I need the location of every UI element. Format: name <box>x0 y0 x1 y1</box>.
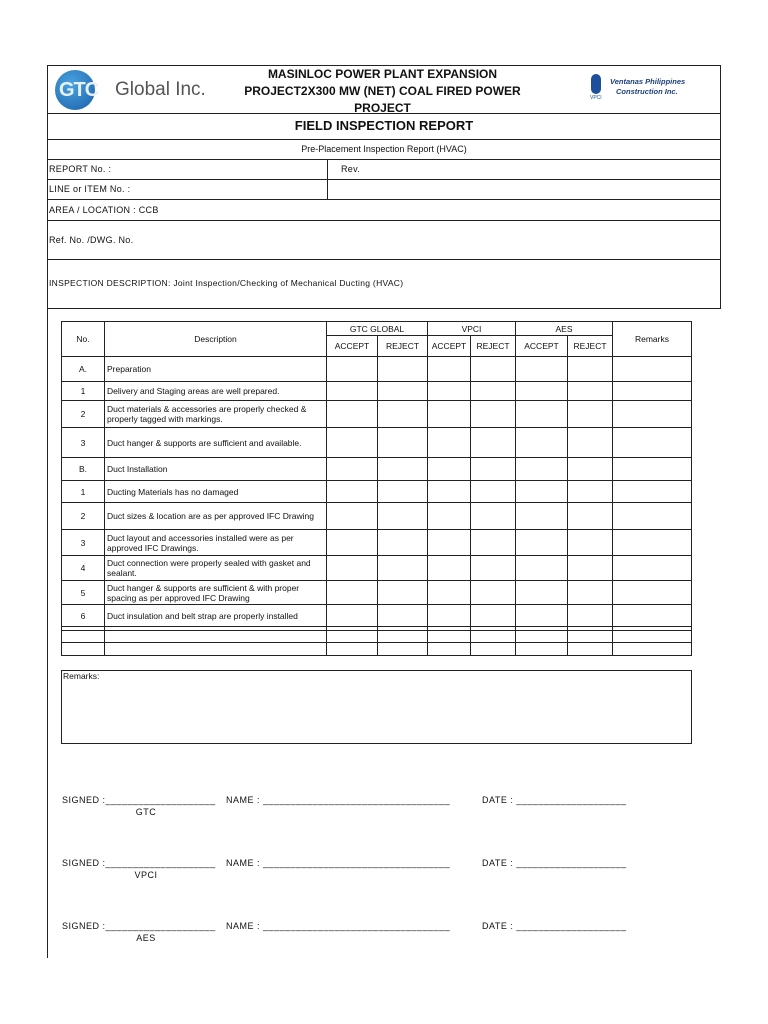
check-cell[interactable] <box>568 458 613 481</box>
table-row <box>62 458 692 481</box>
table-row <box>62 357 692 382</box>
check-cell[interactable] <box>378 428 428 458</box>
signed-field[interactable]: SIGNED :____________________ <box>62 921 216 931</box>
check-cell[interactable] <box>568 503 613 530</box>
check-cell[interactable] <box>568 556 613 581</box>
row-description: Duct connection were properly sealed with gasket and sealant. <box>105 556 327 581</box>
remarks-cell[interactable] <box>613 357 692 382</box>
check-cell[interactable] <box>471 357 516 382</box>
blank-cell[interactable] <box>105 631 327 643</box>
row-description: Delivery and Staging areas are well prepared. <box>105 382 327 401</box>
row-number: 5 <box>62 581 105 605</box>
remarks-cell[interactable] <box>613 481 692 503</box>
check-cell[interactable] <box>428 401 471 428</box>
check-cell[interactable] <box>428 382 471 401</box>
name-field[interactable]: NAME : __________________________________ <box>226 858 451 868</box>
remarks-cell[interactable] <box>613 556 692 581</box>
check-cell[interactable] <box>428 357 471 382</box>
check-cell[interactable] <box>327 401 378 428</box>
remarks-cell[interactable] <box>613 401 692 428</box>
row-description: Ducting Materials has no damaged <box>105 481 327 503</box>
check-cell[interactable] <box>516 556 568 581</box>
row-number: 3 <box>62 530 105 556</box>
vpci-logo-mark: VPCI <box>590 95 602 101</box>
blank-cell[interactable] <box>378 631 428 643</box>
check-cell[interactable] <box>378 503 428 530</box>
row-number: 6 <box>62 605 105 627</box>
check-cell[interactable] <box>471 581 516 605</box>
table-row <box>62 605 692 627</box>
row-number: 2 <box>62 401 105 428</box>
row-number: 3 <box>62 428 105 458</box>
check-cell[interactable] <box>378 357 428 382</box>
header-reject: REJECT <box>471 336 516 357</box>
check-cell[interactable] <box>471 401 516 428</box>
header-description: Description <box>105 322 327 357</box>
header-aes: AES <box>516 322 613 336</box>
blank-row <box>62 643 692 656</box>
row-description: Preparation <box>105 357 327 382</box>
header-accept: ACCEPT <box>327 336 378 357</box>
blank-cell[interactable] <box>516 643 568 656</box>
check-cell[interactable] <box>378 481 428 503</box>
row-description: Duct hanger & supports are sufficient & with proper spacing as per approved IFC Drawing <box>105 581 327 605</box>
remarks-cell[interactable] <box>613 605 692 627</box>
report-no-label: REPORT No. : <box>49 164 112 174</box>
check-cell[interactable] <box>471 382 516 401</box>
blank-cell[interactable] <box>62 643 105 656</box>
left-margin-line <box>47 300 48 958</box>
blank-cell[interactable] <box>105 643 327 656</box>
blank-cell[interactable] <box>568 631 613 643</box>
blank-cell[interactable] <box>516 631 568 643</box>
gtc-logo-text: Global Inc. <box>115 79 206 100</box>
check-cell[interactable] <box>568 382 613 401</box>
remarks-cell[interactable] <box>613 428 692 458</box>
gtc-logo <box>55 70 225 110</box>
check-cell[interactable] <box>428 481 471 503</box>
header-vpci: VPCI <box>428 322 516 336</box>
blank-cell[interactable] <box>568 643 613 656</box>
check-cell[interactable] <box>327 581 378 605</box>
divider <box>47 179 721 180</box>
date-field[interactable]: DATE : ____________________ <box>482 858 627 868</box>
blank-cell[interactable] <box>471 631 516 643</box>
check-cell[interactable] <box>378 458 428 481</box>
blank-cell[interactable] <box>378 643 428 656</box>
check-cell[interactable] <box>568 481 613 503</box>
divider <box>47 259 721 260</box>
check-cell[interactable] <box>568 530 613 556</box>
check-cell[interactable] <box>428 556 471 581</box>
check-cell[interactable] <box>428 530 471 556</box>
row-number: 4 <box>62 556 105 581</box>
check-cell[interactable] <box>568 401 613 428</box>
check-cell[interactable] <box>516 530 568 556</box>
divider <box>47 199 721 200</box>
project-title-line-3: PROJECT <box>354 101 411 115</box>
check-cell[interactable] <box>568 581 613 605</box>
area-location-label: AREA / LOCATION : CCB <box>49 205 159 215</box>
row-number: 1 <box>62 382 105 401</box>
check-cell[interactable] <box>471 458 516 481</box>
divider <box>47 139 721 140</box>
blank-row <box>62 631 692 643</box>
check-cell[interactable] <box>568 605 613 627</box>
check-cell[interactable] <box>568 357 613 382</box>
remarks-cell[interactable] <box>613 458 692 481</box>
blank-cell[interactable] <box>62 631 105 643</box>
check-cell[interactable] <box>568 428 613 458</box>
vpci-logo-text-1: Ventanas Philippines <box>610 77 686 86</box>
table-row <box>62 481 692 503</box>
signatory-org-label: GTC <box>135 807 157 817</box>
check-cell[interactable] <box>516 401 568 428</box>
remarks-cell[interactable] <box>613 503 692 530</box>
check-cell[interactable] <box>378 556 428 581</box>
check-cell[interactable] <box>327 605 378 627</box>
check-cell[interactable] <box>516 458 568 481</box>
row-number: 2 <box>62 503 105 530</box>
report-subtitle: Pre-Placement Inspection Report (HVAC) <box>301 144 467 154</box>
row-number: A. <box>62 357 105 382</box>
check-cell[interactable] <box>471 503 516 530</box>
check-cell[interactable] <box>516 581 568 605</box>
signed-field[interactable]: SIGNED :____________________ <box>62 795 216 805</box>
check-cell[interactable] <box>428 605 471 627</box>
row-description: Duct hanger & supports are sufficient and available. <box>105 428 327 458</box>
check-cell[interactable] <box>471 530 516 556</box>
check-cell[interactable] <box>428 458 471 481</box>
row-description: Duct insulation and belt strap are properly installed <box>105 605 327 627</box>
check-cell[interactable] <box>378 581 428 605</box>
date-field[interactable]: DATE : ____________________ <box>482 795 627 805</box>
inspection-checklist-table <box>61 321 692 656</box>
check-cell[interactable] <box>327 428 378 458</box>
check-cell[interactable] <box>516 382 568 401</box>
check-cell[interactable] <box>516 503 568 530</box>
header-gtc-global: GTC GLOBAL <box>327 322 428 336</box>
check-cell[interactable] <box>471 428 516 458</box>
table-row <box>62 382 692 401</box>
check-cell[interactable] <box>327 481 378 503</box>
report-title: FIELD INSPECTION REPORT <box>294 118 474 133</box>
check-cell[interactable] <box>327 556 378 581</box>
check-cell[interactable] <box>378 401 428 428</box>
check-cell[interactable] <box>327 530 378 556</box>
name-field[interactable]: NAME : __________________________________ <box>226 795 451 805</box>
project-title <box>230 66 535 117</box>
blank-cell[interactable] <box>428 631 471 643</box>
check-cell[interactable] <box>378 530 428 556</box>
table-row <box>62 503 692 530</box>
row-description: Duct materials & accessories are properly checked & properly tagged with markings. <box>105 401 327 428</box>
signatory-org-label: VPCI <box>134 870 158 880</box>
check-cell[interactable] <box>471 605 516 627</box>
table-row <box>62 401 692 428</box>
check-cell[interactable] <box>378 605 428 627</box>
vpci-logo-text-2: Construction Inc. <box>616 87 678 96</box>
header-no: No. <box>62 322 105 357</box>
row-number: B. <box>62 458 105 481</box>
gtc-logo-mark: GTC <box>59 79 99 101</box>
signatory-org-label: AES <box>136 933 156 943</box>
header-remarks: Remarks <box>613 322 692 357</box>
line-item-label: LINE or ITEM No. : <box>49 184 131 194</box>
check-cell[interactable] <box>516 481 568 503</box>
row-description: Duct Installation <box>105 458 327 481</box>
project-title-line-2: PROJECT2X300 MW (NET) COAL FIRED POWER <box>244 84 521 98</box>
blank-cell[interactable] <box>613 643 692 656</box>
blank-cell[interactable] <box>471 643 516 656</box>
header-reject: REJECT <box>568 336 613 357</box>
blank-cell[interactable] <box>327 643 378 656</box>
project-title-line-1: MASINLOC POWER PLANT EXPANSION <box>267 67 498 81</box>
divider <box>47 220 721 221</box>
header-reject: REJECT <box>378 336 428 357</box>
header-accept: ACCEPT <box>516 336 568 357</box>
blank-cell[interactable] <box>428 643 471 656</box>
check-cell[interactable] <box>471 481 516 503</box>
remarks-cell[interactable] <box>613 530 692 556</box>
rev-label: Rev. <box>341 164 361 174</box>
table-row <box>62 530 692 556</box>
row-description: Duct sizes & location are as per approved IFC Drawing <box>105 503 327 530</box>
table-row <box>62 556 692 581</box>
check-cell[interactable] <box>428 581 471 605</box>
header-accept: ACCEPT <box>428 336 471 357</box>
check-cell[interactable] <box>327 458 378 481</box>
check-cell[interactable] <box>378 382 428 401</box>
inspection-description: INSPECTION DESCRIPTION: Joint Inspection/Checking of Mechanical Ducting (HVAC) <box>49 278 404 288</box>
vpci-logo <box>588 74 688 104</box>
check-cell[interactable] <box>516 605 568 627</box>
check-cell[interactable] <box>327 382 378 401</box>
remarks-box[interactable] <box>61 670 692 744</box>
row-number: 1 <box>62 481 105 503</box>
check-cell[interactable] <box>327 357 378 382</box>
remarks-label: Remarks: <box>63 671 100 681</box>
remarks-cell[interactable] <box>613 382 692 401</box>
row-description: Duct layout and accessories installed were as per approved IFC Drawings. <box>105 530 327 556</box>
check-cell[interactable] <box>428 428 471 458</box>
blank-cell[interactable] <box>327 631 378 643</box>
check-cell[interactable] <box>428 503 471 530</box>
date-field[interactable]: DATE : ____________________ <box>482 921 627 931</box>
divider <box>47 113 721 114</box>
table-row <box>62 581 692 605</box>
check-cell[interactable] <box>471 556 516 581</box>
check-cell[interactable] <box>327 503 378 530</box>
vpci-logo-icon <box>591 74 601 94</box>
signed-field[interactable]: SIGNED :____________________ <box>62 858 216 868</box>
check-cell[interactable] <box>516 428 568 458</box>
blank-cell[interactable] <box>613 631 692 643</box>
check-cell[interactable] <box>516 357 568 382</box>
remarks-cell[interactable] <box>613 581 692 605</box>
table-row <box>62 428 692 458</box>
name-field[interactable]: NAME : __________________________________ <box>226 921 451 931</box>
ref-dwg-label: Ref. No. /DWG. No. <box>49 235 134 245</box>
divider <box>47 159 721 160</box>
